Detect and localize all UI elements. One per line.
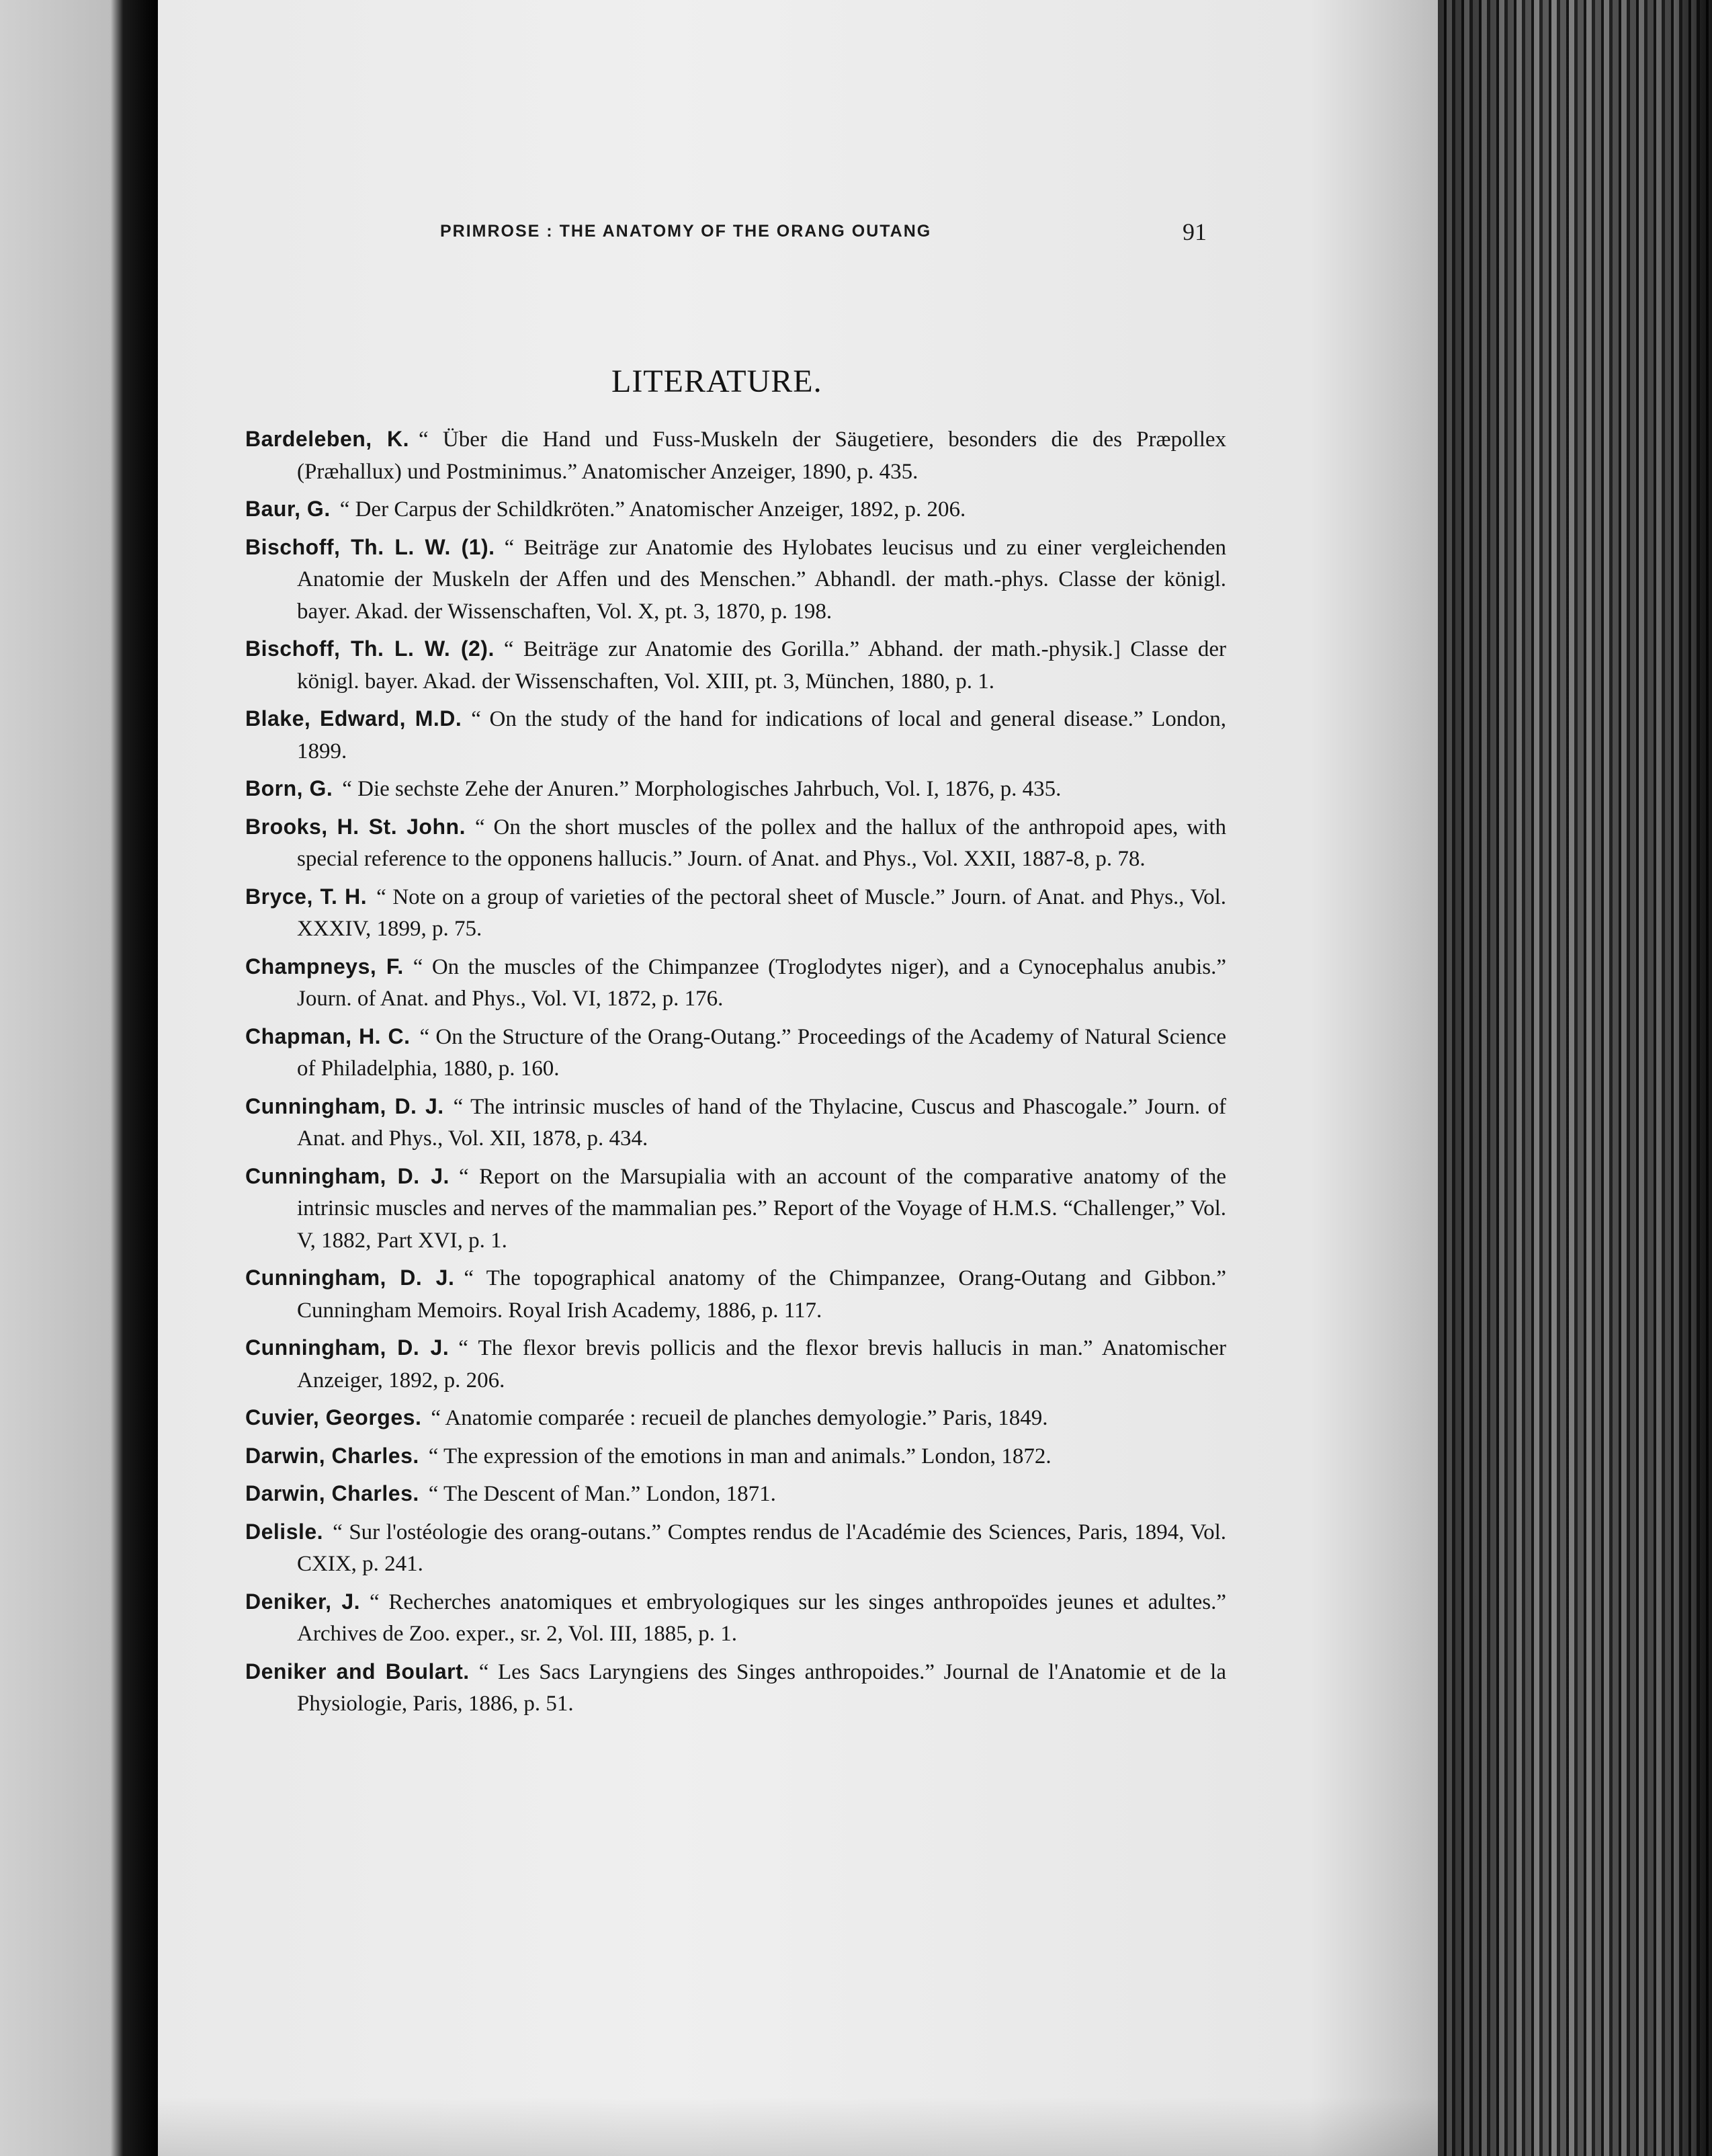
reference-entry: [245, 493, 1226, 526]
reference-entry: [245, 1440, 1226, 1473]
scan-left-margin: [0, 0, 158, 2156]
reference-entry: [245, 773, 1226, 806]
reference-citation: “ Note on a group of varieties of the pectoral sheet of Muscle.” Journ. of Anat. and Phys., Vol. XXXIV, 1899, p. 75.: [297, 884, 1227, 941]
reference-entry: [245, 532, 1226, 628]
reference-author: Darwin, Charles.: [245, 1481, 419, 1505]
reference-citation: “ Anatomie comparée : recueil de planches demyologie.” Paris, 1849.: [431, 1406, 1048, 1430]
reference-author: Bischoff, Th. L. W. (2).: [245, 636, 495, 661]
reference-citation: “ The expression of the emotions in man and animals.” London, 1872.: [428, 1444, 1052, 1468]
reference-citation: “ Über die Hand und Fuss-Muskeln der Säugetiere, besonders die des Præpollex (Præhallux) und Postminimus.” Anatomischer Anzeiger, 1890, p. 435.: [297, 427, 1227, 484]
reference-author: Born, G.: [245, 776, 333, 800]
reference-entry: [245, 703, 1226, 768]
reference-author: Cunningham, D. J.: [245, 1335, 450, 1360]
reference-citation: “ On the short muscles of the pollex and the hallux of the anthropoid apes, with special reference to the opponens hallucis.” Journ. of Anat. and Phys., Vol. XXII, 1887-8, p. 78.: [297, 815, 1226, 871]
reference-author: Champneys, F.: [245, 954, 404, 979]
reference-entry: [245, 1262, 1226, 1327]
reference-citation: “ Der Carpus der Schildkröten.” Anatomischer Anzeiger, 1892, p. 206.: [339, 497, 966, 522]
reference-citation: “ The Descent of Man.” London, 1871.: [428, 1482, 776, 1506]
reference-author: Bischoff, Th. L. W. (1).: [245, 534, 495, 559]
page-number: 91: [1183, 218, 1207, 245]
page-edges-shadow: [1438, 0, 1712, 2156]
reference-citation: “ Die sechste Zehe der Anuren.” Morphologisches Jahrbuch, Vol. I, 1876, p. 435.: [342, 777, 1062, 801]
reference-citation: “ The flexor brevis pollicis and the flexor brevis hallucis in man.” Anatomischer Anzeiger, 1892, p. 206.: [297, 1336, 1226, 1393]
reference-entry: [245, 1161, 1226, 1257]
reference-entry: [245, 423, 1226, 488]
reference-author: Cunningham, D. J.: [245, 1093, 444, 1118]
reference-citation: “ The intrinsic muscles of hand of the Thylacine, Cuscus and Phascogale.” Journ. of Anat. and Phys., Vol. XII, 1878, p. 434.: [297, 1094, 1226, 1151]
reference-author: Cunningham, D. J.: [245, 1163, 450, 1188]
reference-citation: “ Sur l'ostéologie des orang-outans.” Comptes rendus de l'Académie des Sciences, Paris, 1894, Vol. CXIX, p. 241.: [297, 1520, 1226, 1576]
reference-entry: [245, 881, 1226, 946]
reference-author: Deniker, J.: [245, 1589, 361, 1614]
section-title: LITERATURE.: [611, 364, 822, 399]
reference-entry: [245, 1091, 1226, 1155]
reference-author: Blake, Edward, M.D.: [245, 706, 462, 731]
reference-entry: [245, 951, 1226, 1015]
reference-entry: [245, 1586, 1226, 1651]
reference-author: Deniker and Boulart.: [245, 1659, 470, 1684]
reference-author: Bryce, T. H.: [245, 884, 368, 909]
reference-citation: “ Les Sacs Laryngiens des Singes anthropoides.” Journal de l'Anatomie et de la Physiologie, Paris, 1886, p. 51.: [297, 1659, 1226, 1716]
reference-author: Delisle.: [245, 1519, 324, 1544]
reference-list: [245, 423, 1226, 1726]
reference-entry: [245, 1021, 1226, 1085]
reference-entry: [245, 1402, 1226, 1435]
reference-citation: “ Beiträge zur Anatomie des Hylobates leucisus und zu einer vergleichenden Anatomie der Muskeln der Affen und des Menschen.” Abhandl. der math.-phys. Classe der königl. bayer. Akad. der Wissenschaften, Vol. X, pt. 3, 1870, p. 198.: [297, 535, 1226, 624]
reference-author: Baur, G.: [245, 497, 331, 521]
running-head: PRIMROSE : THE ANATOMY OF THE ORANG OUTANG: [440, 222, 932, 241]
reference-entry: [245, 1656, 1226, 1720]
page-bottom-shadow: [158, 2097, 1438, 2156]
reference-citation: “ On the muscles of the Chimpanzee (Troglodytes niger), and a Cynocephalus anubis.” Journ. of Anat. and Phys., Vol. VI, 1872, p. 176.: [297, 954, 1226, 1011]
reference-citation: “ On the Structure of the Orang-Outang.” Proceedings of the Academy of Natural Science of Philadelphia, 1880, p. 160.: [297, 1024, 1226, 1081]
reference-author: Darwin, Charles.: [245, 1443, 419, 1468]
reference-citation: “ On the study of the hand for indications of local and general disease.” London, 1899.: [297, 707, 1227, 763]
reference-author: Cuvier, Georges.: [245, 1405, 422, 1429]
reference-citation: “ The topographical anatomy of the Chimpanzee, Orang-Outang and Gibbon.” Cunningham Memoirs. Royal Irish Academy, 1886, p. 117.: [297, 1266, 1227, 1323]
reference-citation: “ Beiträge zur Anatomie des Gorilla.” Abhand. der math.-physik.] Classe der königl. bayer. Akad. der Wissenschaften, Vol. XIII, pt. 3, München, 1880, p. 1.: [297, 637, 1227, 694]
reference-author: Bardeleben, K.: [245, 427, 410, 451]
reference-entry: [245, 1478, 1226, 1511]
reference-citation: “ Recherches anatomiques et embryologiques sur les singes anthropoïdes jeunes et adultes.” Archives de Zoo. exper., sr. 2, Vol. III, 1885, p. 1.: [297, 1589, 1226, 1646]
reference-entry: [245, 811, 1226, 876]
reference-author: Brooks, H. St. John.: [245, 814, 466, 839]
reference-entry: [245, 633, 1226, 698]
reference-entry: [245, 1332, 1226, 1397]
reference-citation: “ Report on the Marsupialia with an account of the comparative anatomy of the intrinsic muscles and nerves of the mammalian pes.” Report of the Voyage of H.M.S. “Challenger,” Vol. V, 1882, Part XVI, p. 1.: [297, 1164, 1226, 1253]
reference-author: Cunningham, D. J.: [245, 1266, 455, 1290]
reference-entry: [245, 1516, 1226, 1581]
reference-author: Chapman, H. C.: [245, 1024, 411, 1048]
